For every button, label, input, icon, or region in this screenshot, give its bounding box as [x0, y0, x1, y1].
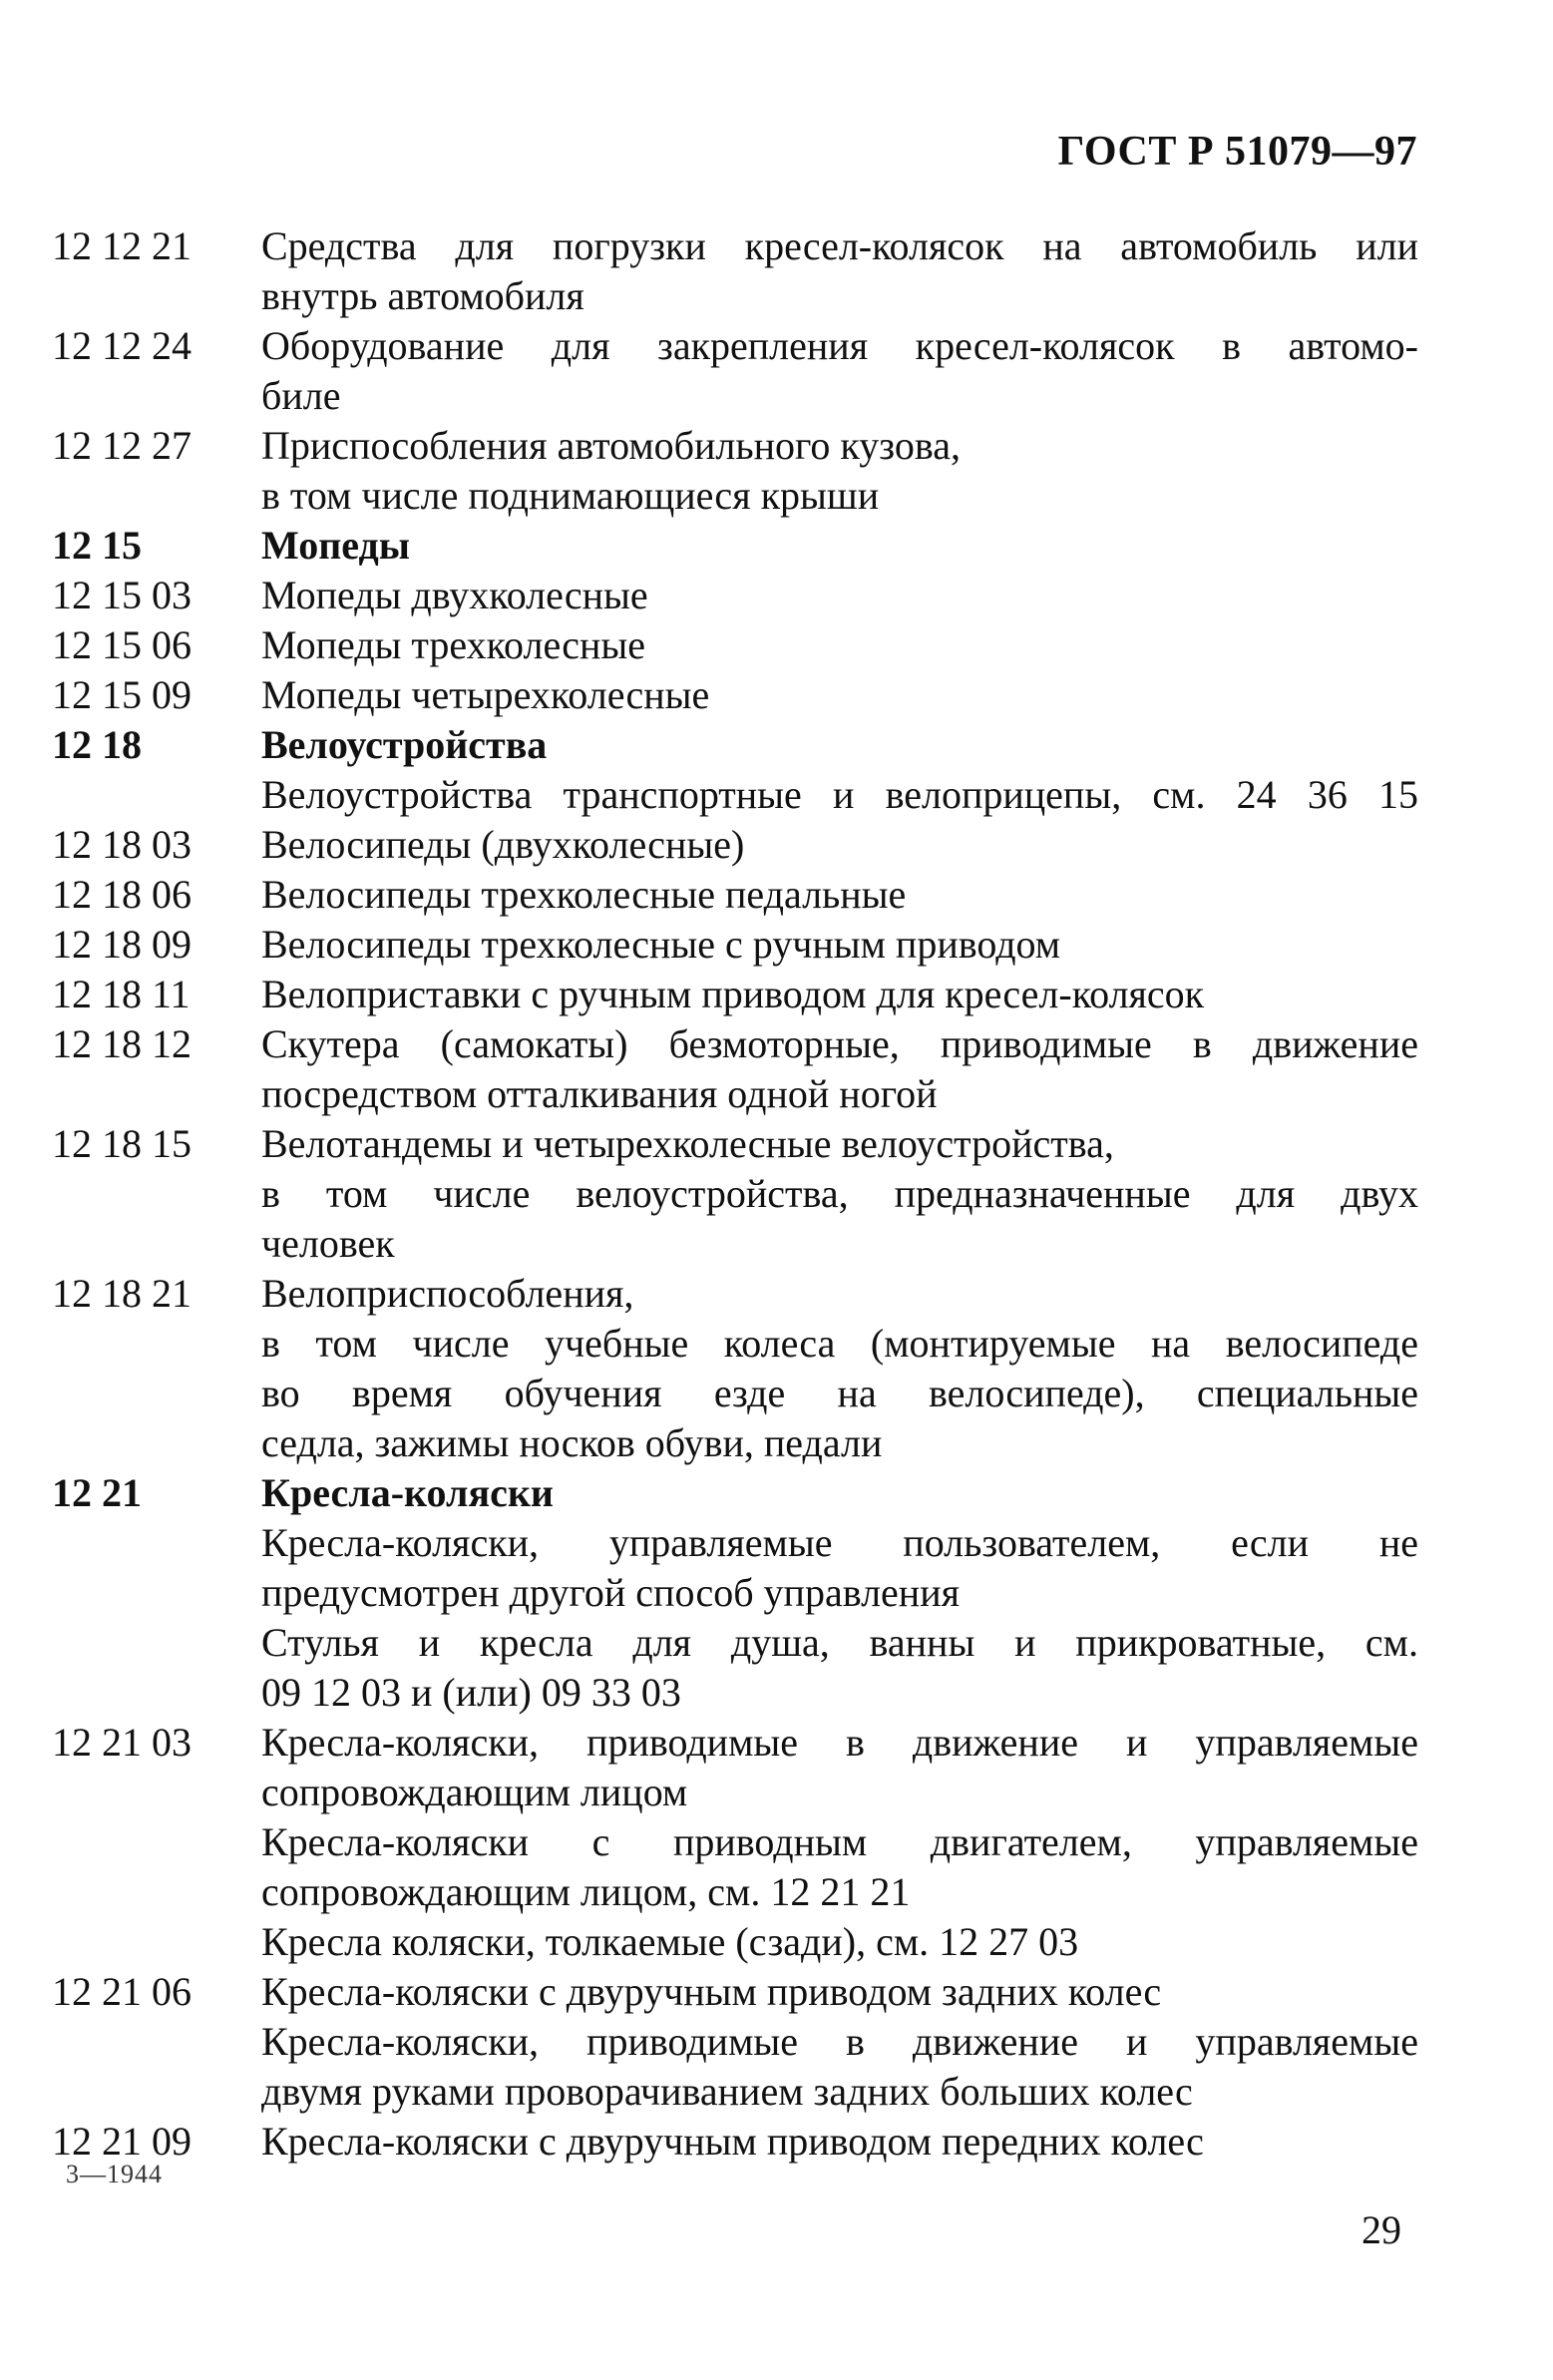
entry-code: 12 21 [52, 1470, 142, 1515]
entry-text-line: биле [261, 373, 341, 418]
entry-row [52, 321, 1418, 421]
entry-row [52, 571, 1418, 620]
entry-text-line: сопровождающим лицом, см. 12 21 21 [261, 1869, 911, 1914]
entry-code: 12 21 06 [52, 1969, 192, 2014]
entry-text-line: сопровождающим лицом [261, 1770, 688, 1814]
entry-code: 12 18 06 [52, 872, 192, 917]
entry-text-line: Средства для погрузки кресел-колясок на автомобиль или [261, 223, 1418, 268]
entry-text-line: в том числе поднимающиеся крыши [261, 473, 880, 518]
entry-text-line: Кресла-коляски, управляемые пользователем, если не [261, 1520, 1418, 1565]
entry-code: 12 21 09 [52, 2119, 192, 2164]
section-heading-row [52, 1468, 1418, 1518]
entry-code: 12 18 09 [52, 922, 192, 967]
entry-text-line: Приспособления автомобильного кузова, [261, 423, 961, 468]
entry-description [261, 571, 1418, 620]
entry-description [261, 870, 1418, 920]
entry-text-line: в том числе учебные колеса (монтируемые на велосипеде [261, 1321, 1418, 1366]
entry-description [261, 770, 1418, 820]
entry-text-line: Стулья и кресла для душа, ванны и прикроватные, см. [261, 1620, 1418, 1665]
entry-row [52, 1718, 1418, 1817]
entry-description [261, 521, 1418, 571]
entry-description [261, 1019, 1418, 1119]
entry-text-line: Кресла-коляски [261, 1470, 554, 1515]
entry-description [261, 1967, 1418, 2017]
entry-text-line: внутрь автомобиля [261, 273, 584, 318]
entry-text-line: Велосипеды трехколесные с ручным приводом [261, 922, 1061, 967]
entry-row [52, 1618, 1418, 1718]
entry-description [261, 970, 1418, 1019]
entry-text-line: Мопеды трехколесные [261, 622, 645, 667]
entry-code: 12 15 03 [52, 573, 192, 617]
document-header: ГОСТ Р 51079—97 [1057, 129, 1417, 175]
entry-text-line: в том числе велоустройства, предназначенные для двух [261, 1171, 1418, 1216]
entry-description [261, 321, 1418, 421]
entry-description [261, 1817, 1418, 1917]
entry-row [52, 920, 1418, 970]
page-number: 29 [1361, 2207, 1401, 2252]
entry-row [52, 1119, 1418, 1269]
entry-text-line: Мопеды двухколесные [261, 573, 648, 617]
entry-code: 12 18 21 [52, 1271, 192, 1316]
entry-text-line: предусмотрен другой способ управления [261, 1570, 960, 1615]
entry-row [52, 670, 1418, 720]
entry-text-line: Кресла-коляски, приводимые в движение и управляемые [261, 2019, 1418, 2064]
entry-row [52, 870, 1418, 920]
entry-text-line: Велоприспособления, [261, 1271, 634, 1316]
entry-row [52, 770, 1418, 820]
entry-text-line: Велотандемы и четырехколесные велоустройства, [261, 1121, 1114, 1166]
entry-code: 12 15 06 [52, 622, 192, 667]
entry-description [261, 1518, 1418, 1618]
entry-code: 12 12 21 [52, 223, 192, 268]
entry-code: 12 15 09 [52, 672, 192, 717]
print-mark: 3—1944 [66, 2160, 163, 2188]
entry-code: 12 12 24 [52, 323, 192, 368]
section-heading-row [52, 521, 1418, 571]
entry-description [261, 221, 1418, 321]
entry-text-line: 09 12 03 и (или) 09 33 03 [261, 1670, 681, 1715]
entry-description [261, 620, 1418, 670]
entry-description [261, 2117, 1418, 2167]
entry-description [261, 920, 1418, 970]
entry-description [261, 1917, 1418, 1967]
entry-text-line: Кресла-коляски с двуручным приводом задних колес [261, 1969, 1162, 2014]
entry-description [261, 1468, 1418, 1518]
entry-text-line: Велоустройства транспортные и велоприцепы, см. 24 36 15 [261, 772, 1418, 817]
entry-row [52, 820, 1418, 870]
entry-description [261, 820, 1418, 870]
entry-text-line: Велосипеды (двухколесные) [261, 822, 745, 867]
entry-text-line: посредством отталкивания одной ногой [261, 1071, 938, 1116]
entry-text-line: седла, зажимы носков обуви, педали [261, 1420, 883, 1465]
entry-row [52, 970, 1418, 1019]
entry-row [52, 1817, 1418, 1917]
entry-text-line: Велоприставки с ручным приводом для кресел-колясок [261, 972, 1205, 1016]
entry-code: 12 15 [52, 523, 142, 568]
entry-row [52, 620, 1418, 670]
entry-description [261, 1119, 1418, 1269]
entry-row [52, 221, 1418, 321]
entry-text-line: Кресла коляски, толкаемые (сзади), см. 12 27 03 [261, 1919, 1079, 1964]
entry-row [52, 1269, 1418, 1468]
entry-code: 12 18 11 [52, 972, 191, 1016]
entry-row [52, 1917, 1418, 1967]
entry-text-line: Кресла-коляски с двуручным приводом передних колес [261, 2119, 1204, 2164]
entry-text-line: Скутера (самокаты) безмоторные, приводимые в движение [261, 1021, 1418, 1066]
entry-text-line: Велосипеды трехколесные педальные [261, 872, 907, 917]
entry-text-line: во время обучения езде на велосипеде), специальные [261, 1371, 1418, 1415]
entry-description [261, 670, 1418, 720]
entry-code: 12 21 03 [52, 1720, 192, 1765]
entry-row [52, 2017, 1418, 2117]
entry-description [261, 1269, 1418, 1468]
entry-description [261, 2017, 1418, 2117]
classification-list [52, 221, 1418, 2167]
section-heading-row [52, 720, 1418, 770]
entry-row [52, 1967, 1418, 2017]
entry-text-line: Кресла-коляски, приводимые в движение и управляемые [261, 1720, 1418, 1765]
entry-row [52, 1019, 1418, 1119]
entry-text-line: Велоустройства [261, 722, 548, 767]
entry-description [261, 720, 1418, 770]
entry-text-line: Кресла-коляски с приводным двигателем, управляемые [261, 1819, 1418, 1864]
entry-text-line: Мопеды [261, 523, 410, 568]
entry-description [261, 1618, 1418, 1718]
entry-description [261, 1718, 1418, 1817]
entry-code: 12 18 03 [52, 822, 192, 867]
entry-text-line: человек [261, 1221, 395, 1266]
entry-text-line: Мопеды четырехколесные [261, 672, 710, 717]
entry-row [52, 421, 1418, 521]
entry-row [52, 2117, 1418, 2167]
entry-code: 12 18 [52, 722, 142, 767]
entry-code: 12 12 27 [52, 423, 192, 468]
entry-text-line: Оборудование для закрепления кресел-колясок в автомо- [261, 323, 1418, 368]
entry-description [261, 421, 1418, 521]
entry-code: 12 18 12 [52, 1021, 192, 1066]
entry-code: 12 18 15 [52, 1121, 192, 1166]
entry-row [52, 1518, 1418, 1618]
entry-text-line: двумя руками проворачиванием задних больших колес [261, 2069, 1193, 2114]
